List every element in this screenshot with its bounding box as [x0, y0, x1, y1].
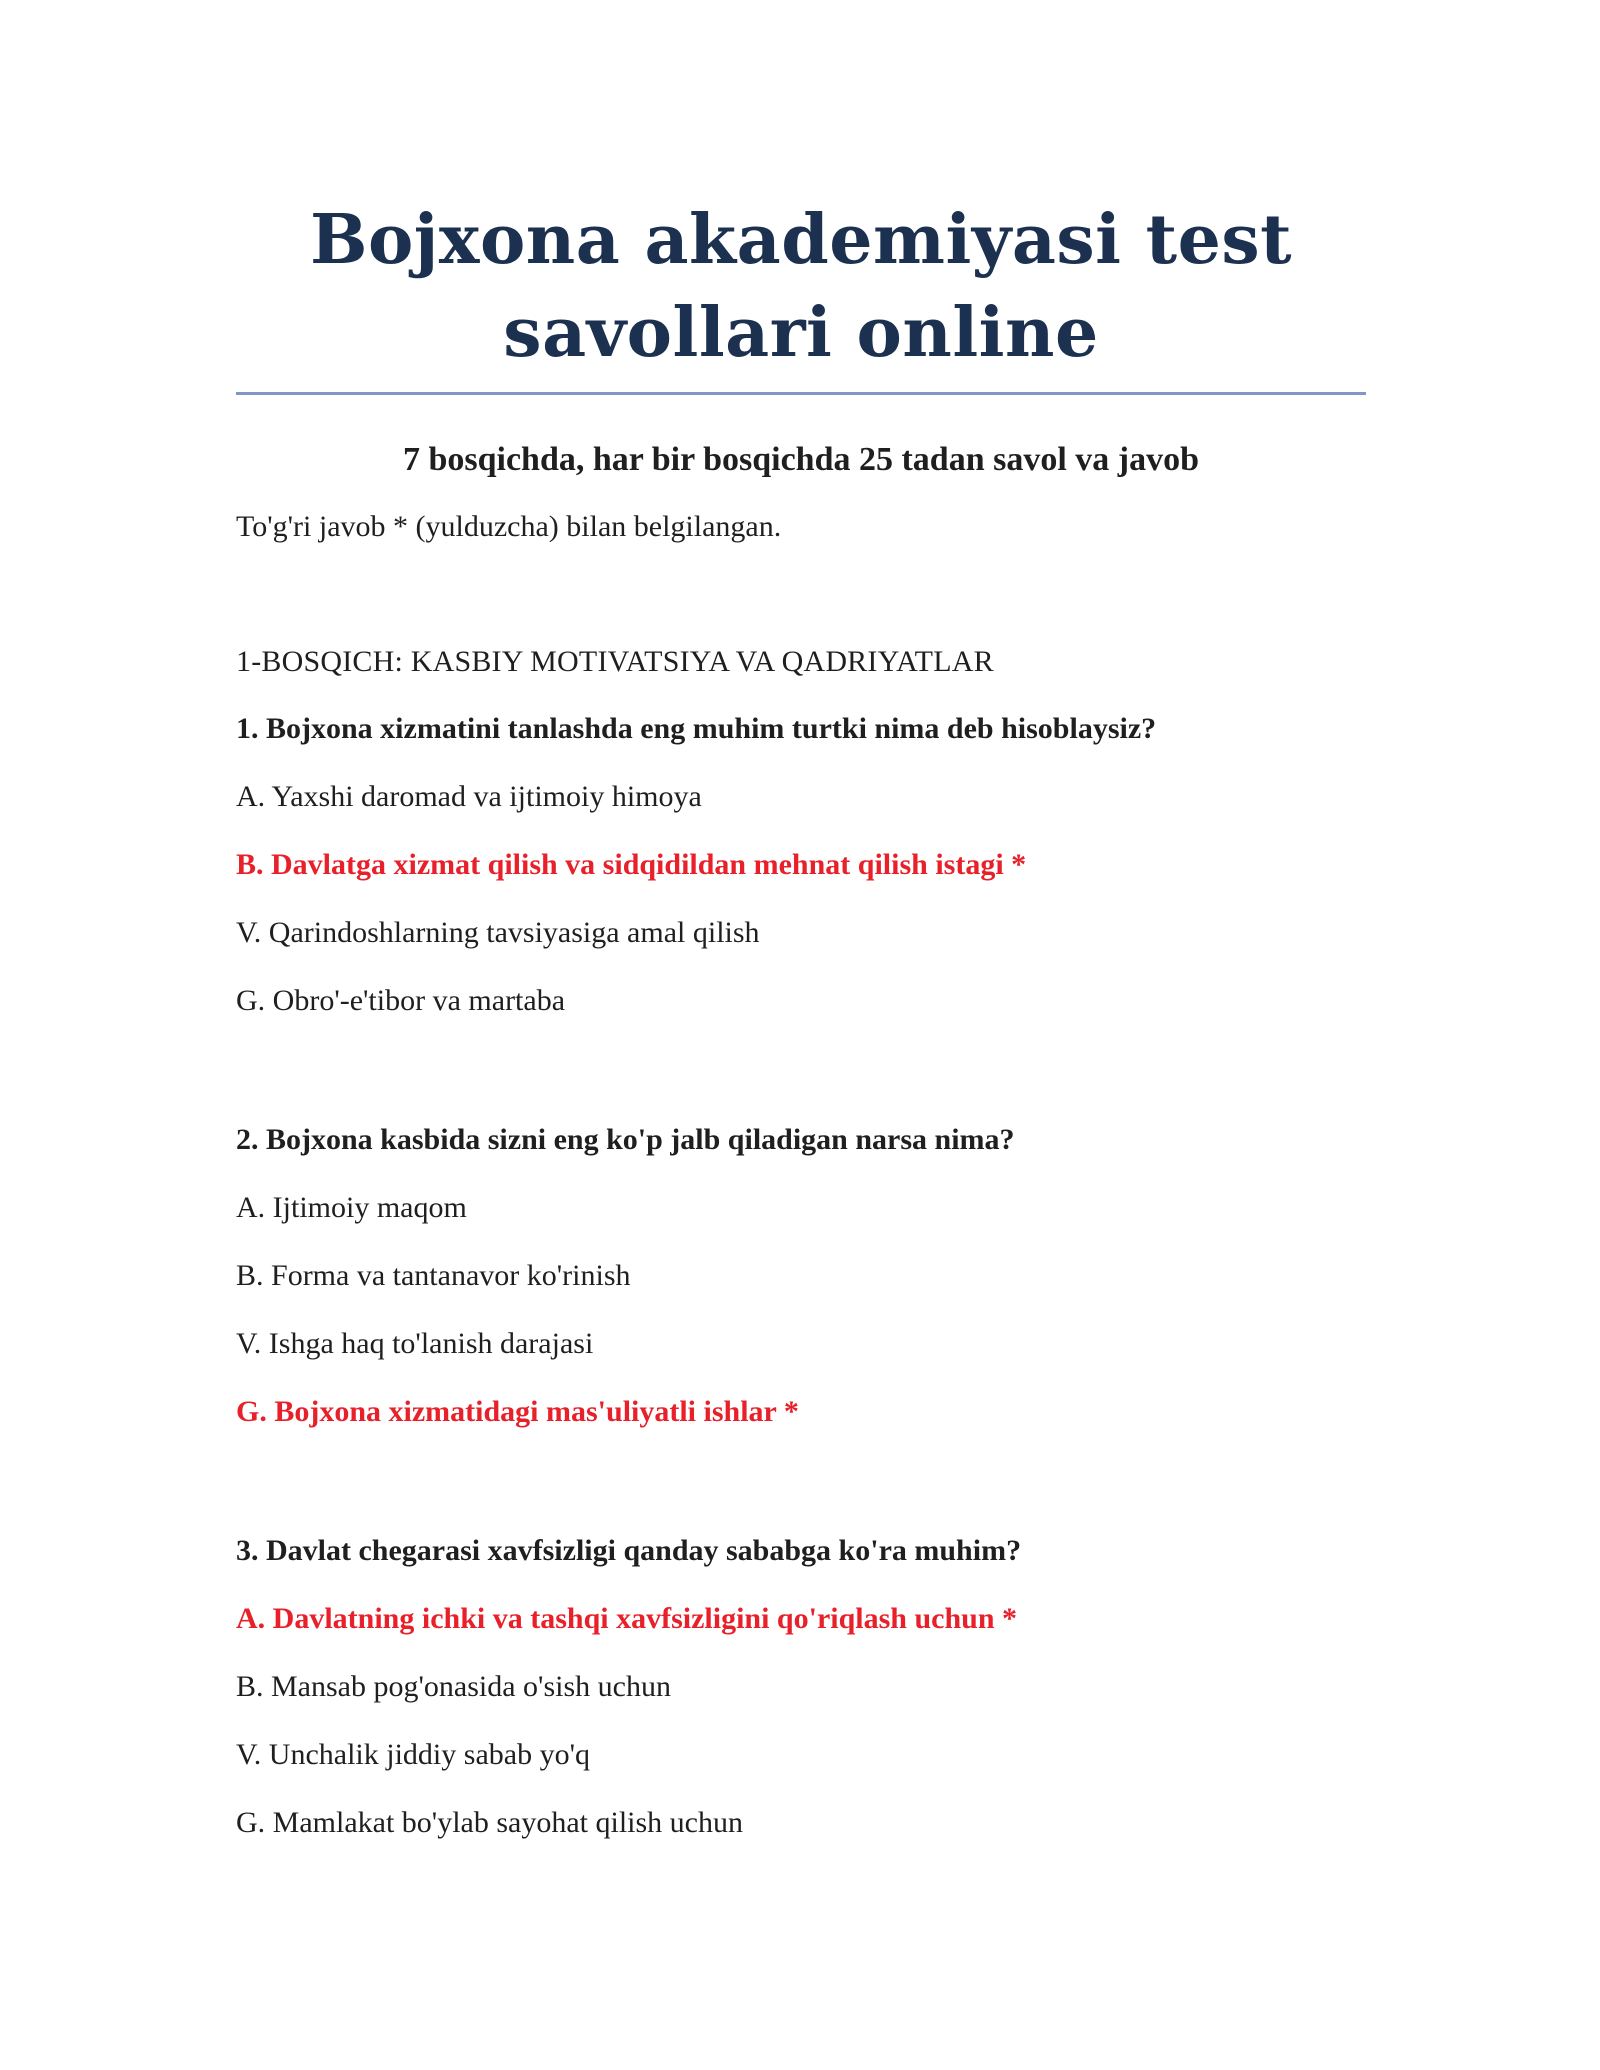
document-page — [236, 0, 1366, 1841]
question-3 — [236, 1533, 1366, 1841]
answer-option-a: A. Yaxshi daromad va ijtimoiy himoya — [236, 780, 702, 813]
question-2 — [236, 1122, 1366, 1430]
question-text: 3. Davlat chegarasi xavfsizligi qanday sababga ko'ra muhim? — [236, 1534, 1022, 1567]
title-divider — [236, 392, 1366, 395]
question-text: 2. Bojxona kasbida sizni eng ko'p jalb qiladigan narsa nima? — [236, 1123, 1015, 1156]
answer-option-g: G. Mamlakat bo'ylab sayohat qilish uchun — [236, 1806, 743, 1839]
answer-option-v: V. Qarindoshlarning tavsiyasiga amal qilish — [236, 916, 760, 949]
question-1 — [236, 711, 1366, 1019]
answer-option-v: V. Ishga haq to'lanish darajasi — [236, 1327, 594, 1360]
answer-option-b-correct: B. Davlatga xizmat qilish va sidqidildan mehnat qilish istagi * — [236, 848, 1027, 881]
question-text: 1. Bojxona xizmatini tanlashda eng muhim turtki nima deb hisoblaysiz? — [236, 712, 1157, 745]
document-subtitle: 7 bosqichda, har bir bosqichda 25 tadan savol va javob — [402, 441, 1200, 478]
stage-heading: 1-BOSQICH: KASBIY MOTIVATSIYA VA QADRIYATLAR — [236, 645, 994, 678]
document-title: Bojxona akademiyasi test savollari online — [309, 200, 1293, 373]
answer-option-g: G. Obro'-e'tibor va martaba — [236, 984, 566, 1017]
answer-option-g-correct: G. Bojxona xizmatidagi mas'uliyatli ishlar * — [236, 1395, 799, 1428]
answer-option-v: V. Unchalik jiddiy sabab yo'q — [236, 1738, 590, 1771]
answer-option-b: B. Forma va tantanavor ko'rinish — [236, 1259, 631, 1292]
answer-option-a-correct: A. Davlatning ichki va tashqi xavfsizligini qo'riqlash uchun * — [236, 1602, 1018, 1635]
answer-option-a: A. Ijtimoiy maqom — [236, 1191, 467, 1224]
answer-key-note: To'g'ri javob * (yulduzcha) bilan belgilangan. — [236, 510, 782, 543]
answer-option-b: B. Mansab pog'onasida o'sish uchun — [236, 1670, 671, 1703]
